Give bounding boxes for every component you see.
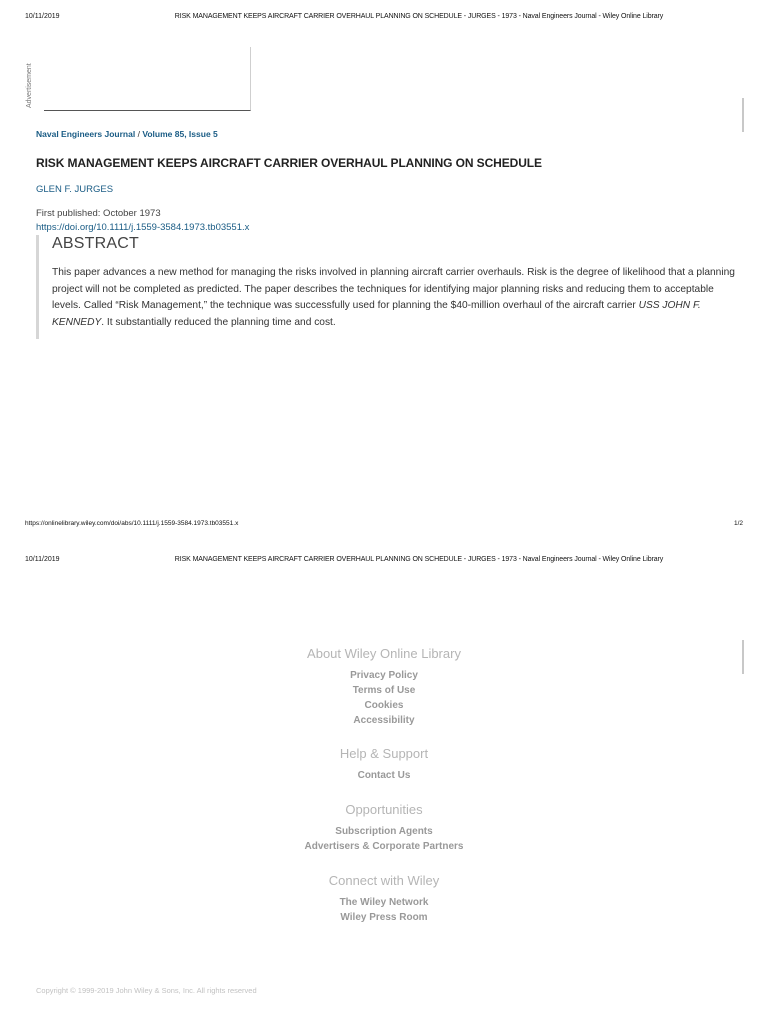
copyright-notice: Copyright © 1999-2019 John Wiley & Sons, Inc. All rights reserved bbox=[36, 986, 257, 995]
wiley-press-room-link[interactable]: Wiley Press Room bbox=[340, 912, 428, 923]
print-header-title: RISK MANAGEMENT KEEPS AIRCRAFT CARRIER OVERHAUL PLANNING ON SCHEDULE - JURGES - 1973 - Naval Engineers Journal - Wiley Online Library bbox=[174, 13, 664, 20]
footer-opportunities-heading: Opportunities bbox=[345, 802, 423, 817]
advertisement-box[interactable] bbox=[44, 47, 251, 111]
footer-about-section bbox=[0, 646, 768, 728]
cookies-link[interactable]: Cookies bbox=[364, 700, 404, 711]
advertisers-partners-link[interactable]: Advertisers & Corporate Partners bbox=[304, 841, 464, 852]
print-footer-url: https://onlinelibrary.wiley.com/doi/abs/10.1111/j.1559-3584.1973.tb03551.x bbox=[25, 520, 239, 527]
footer-help-section bbox=[0, 746, 768, 783]
abstract-text bbox=[52, 265, 742, 331]
terms-of-use-link[interactable]: Terms of Use bbox=[352, 685, 416, 696]
footer-about-heading: About Wiley Online Library bbox=[307, 646, 461, 661]
print-header-page-2 bbox=[0, 556, 768, 570]
print-page-number: 1/2 bbox=[733, 520, 743, 527]
breadcrumb-issue-link[interactable]: Volume 85, Issue 5 bbox=[142, 129, 218, 139]
print-header-title: RISK MANAGEMENT KEEPS AIRCRAFT CARRIER OVERHAUL PLANNING ON SCHEDULE - JURGES - 1973 - Naval Engineers Journal - Wiley Online Library bbox=[174, 556, 664, 563]
scrollbar-edge bbox=[742, 98, 744, 132]
print-date: 10/11/2019 bbox=[25, 13, 60, 20]
doi-link[interactable]: https://doi.org/10.1111/j.1559-3584.1973.tb03551.x bbox=[36, 222, 250, 233]
abstract-heading: ABSTRACT bbox=[52, 235, 139, 252]
first-published: First published: October 1973 bbox=[36, 208, 161, 219]
abstract-section bbox=[36, 235, 742, 339]
footer-opportunities-section bbox=[0, 802, 768, 854]
privacy-policy-link[interactable]: Privacy Policy bbox=[350, 670, 418, 681]
article-title: RISK MANAGEMENT KEEPS AIRCRAFT CARRIER OVERHAUL PLANNING ON SCHEDULE bbox=[36, 156, 542, 170]
abstract-text-part-1: This paper advances a new method for managing the risks involved in planning aircraft carrier overhauls. Risk is the degree of likelihood that a planning project will not be completed as predicted. The paper describes the techniques for identifying major planning risks and reducing them to acceptable levels. Called “Risk Management,” the technique was successfully used for planning the $40-million overhaul of the aircraft carrier bbox=[52, 267, 735, 312]
breadcrumb-separator: / bbox=[137, 129, 140, 139]
breadcrumb bbox=[36, 129, 218, 139]
breadcrumb-journal-link[interactable]: Naval Engineers Journal bbox=[36, 129, 136, 139]
footer-connect-heading: Connect with Wiley bbox=[328, 873, 440, 888]
print-header bbox=[0, 13, 768, 27]
subscription-agents-link[interactable]: Subscription Agents bbox=[335, 826, 433, 837]
wiley-network-link[interactable]: The Wiley Network bbox=[339, 897, 429, 908]
advertisement-label: Advertisement bbox=[26, 63, 33, 108]
abstract-ship-name: USS JOHN F. KENNEDY bbox=[52, 300, 701, 328]
author-link[interactable]: GLEN F. JURGES bbox=[36, 184, 114, 195]
print-date: 10/11/2019 bbox=[25, 556, 60, 563]
accessibility-link[interactable]: Accessibility bbox=[353, 715, 415, 726]
footer-connect-section bbox=[0, 873, 768, 925]
contact-us-link[interactable]: Contact Us bbox=[357, 770, 411, 781]
footer-help-heading: Help & Support bbox=[339, 746, 429, 761]
abstract-text-part-2: . It substantially reduced the planning time and cost. bbox=[101, 316, 336, 328]
